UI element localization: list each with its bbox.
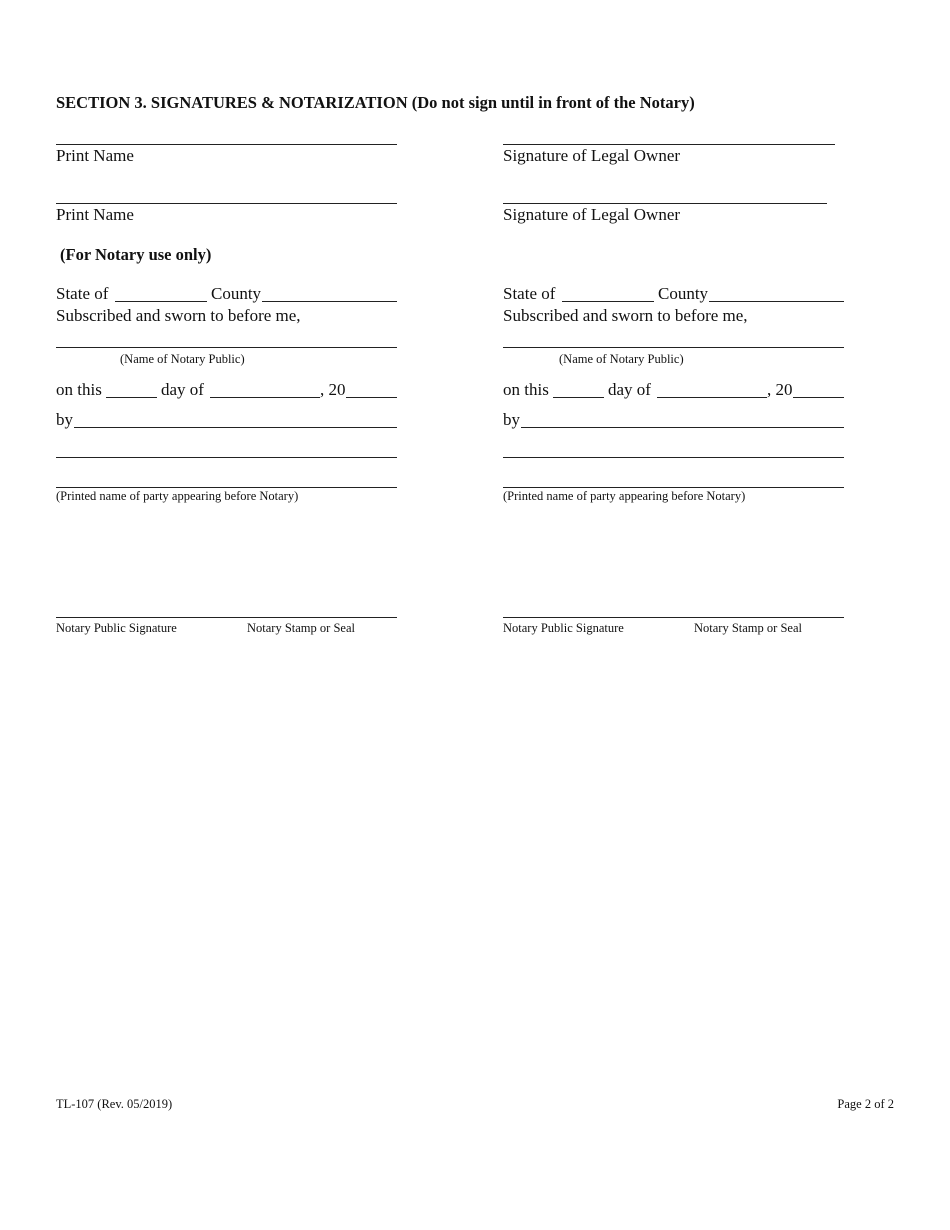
month-field[interactable] [210, 397, 320, 398]
by-label: by [503, 410, 520, 429]
print-name-line-1[interactable] [56, 144, 397, 145]
year-field[interactable] [793, 397, 844, 398]
sworn-text: Subscribed and sworn to before me, [56, 306, 301, 325]
stamp-caption: Notary Stamp or Seal [694, 621, 802, 635]
extra-line[interactable] [503, 457, 844, 458]
state-field[interactable] [562, 301, 654, 302]
on-this-label: on this [56, 380, 102, 399]
print-name-label-2: Print Name [56, 205, 134, 224]
state-label: State of [56, 284, 109, 303]
day-of-label: day of [161, 380, 204, 399]
on-this-label: on this [503, 380, 549, 399]
county-field[interactable] [709, 301, 844, 302]
signature-label-1: Signature of Legal Owner [503, 146, 681, 165]
county-label: County [658, 284, 709, 303]
notary-signature-caption: Notary Public Signature [56, 621, 177, 635]
printed-name-field[interactable] [56, 487, 397, 488]
notary-signature-line[interactable] [503, 617, 844, 618]
notary-signature-line[interactable] [56, 617, 397, 618]
notary-name-field[interactable] [503, 347, 844, 348]
state-field[interactable] [115, 301, 207, 302]
by-label: by [56, 410, 73, 429]
signature-label-2: Signature of Legal Owner [503, 205, 681, 224]
signature-line-1[interactable] [503, 144, 835, 145]
printed-name-caption: (Printed name of party appearing before Notary) [56, 489, 299, 503]
day-of-label: day of [608, 380, 651, 399]
notary-name-caption: (Name of Notary Public) [559, 352, 684, 366]
notary-name-field[interactable] [56, 347, 397, 348]
page-number: Page 2 of 2 [837, 1097, 894, 1111]
stamp-caption: Notary Stamp or Seal [247, 621, 355, 635]
county-label: County [211, 284, 262, 303]
year-prefix: , 20 [767, 380, 793, 399]
form-id: TL-107 (Rev. 05/2019) [56, 1097, 173, 1111]
print-name-label-1: Print Name [56, 146, 134, 165]
county-field[interactable] [262, 301, 397, 302]
notary-signature-caption: Notary Public Signature [503, 621, 624, 635]
year-prefix: , 20 [320, 380, 346, 399]
by-field[interactable] [521, 427, 844, 428]
month-field[interactable] [657, 397, 767, 398]
sworn-text: Subscribed and sworn to before me, [503, 306, 748, 325]
printed-name-field[interactable] [503, 487, 844, 488]
state-label: State of [503, 284, 556, 303]
print-name-line-2[interactable] [56, 203, 397, 204]
year-field[interactable] [346, 397, 397, 398]
notary-name-caption: (Name of Notary Public) [120, 352, 245, 366]
signature-line-2[interactable] [503, 203, 827, 204]
printed-name-caption: (Printed name of party appearing before Notary) [503, 489, 746, 503]
extra-line[interactable] [56, 457, 397, 458]
by-field[interactable] [74, 427, 397, 428]
day-field[interactable] [553, 397, 604, 398]
section-title: SECTION 3. SIGNATURES & NOTARIZATION (Do not sign until in front of the Notary) [56, 93, 695, 112]
day-field[interactable] [106, 397, 157, 398]
notary-use-heading: (For Notary use only) [60, 245, 212, 264]
